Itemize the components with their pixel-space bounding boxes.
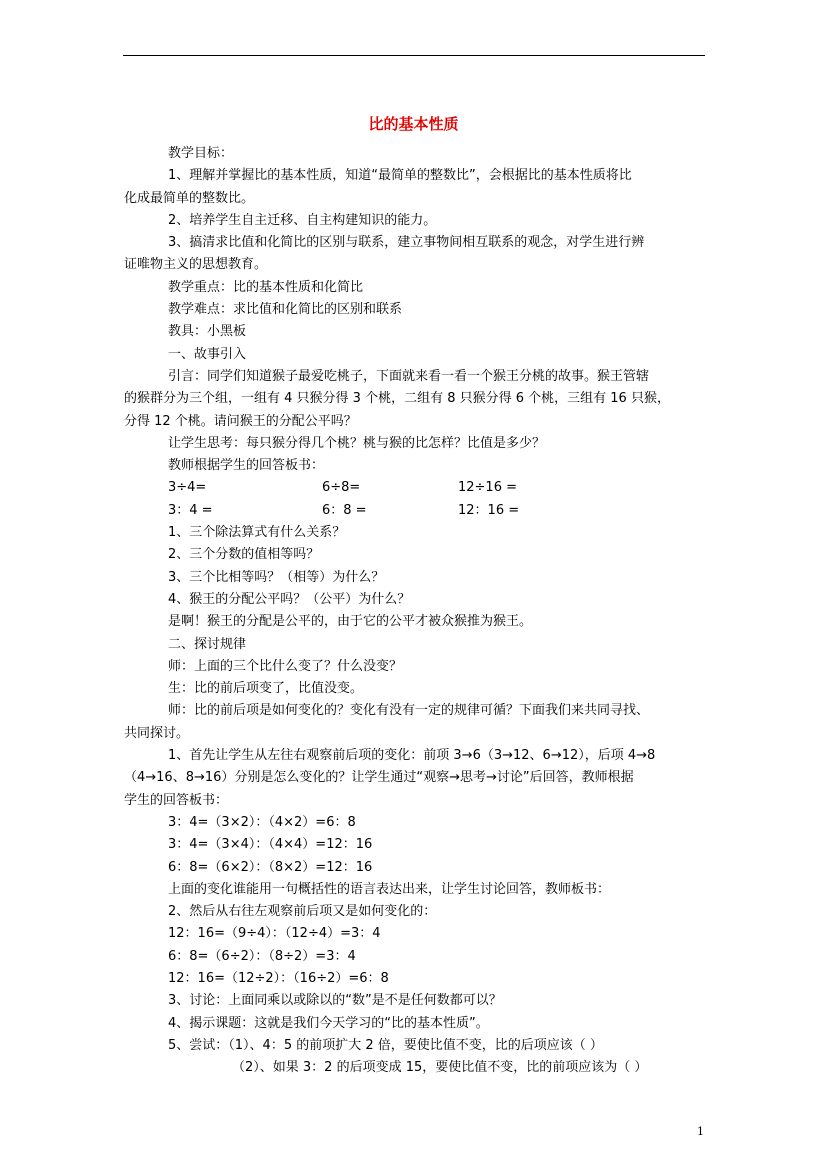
board-row bbox=[124, 477, 704, 499]
board-cell: 12÷16 = bbox=[458, 480, 518, 496]
text-line: 教学重点：比的基本性质和化简比 bbox=[168, 279, 364, 295]
text-line: 让学生思考：每只猴分得几个桃？桃与猴的比怎样？比值是多少？ bbox=[168, 435, 546, 451]
text-line: 5、尝试：（1）、4：5 的前项扩大 2 倍，要使比值不变，比的后项应该（ ） bbox=[168, 1037, 603, 1053]
text-line: 的猴群分为三个组，一组有 4 只猴分得 3 个桃，二组有 8 只猴分得 6 个桃，三组有 16 只猴， bbox=[124, 391, 670, 407]
section-heading: 二、探讨规律 bbox=[168, 636, 247, 652]
text-line: 教具：小黑板 bbox=[168, 324, 247, 340]
header-rule bbox=[123, 55, 705, 56]
text-line: 4、猴王的分配公平吗？（公平）为什么？ bbox=[168, 591, 411, 607]
board-row bbox=[124, 500, 704, 522]
formula-line: 6：8=（6×2）：（8×2）=12：16 bbox=[168, 859, 373, 875]
text-line: 上面的变化谁能用一句概括性的语言表达出来，让学生讨论回答，教师板书： bbox=[168, 881, 611, 897]
text-line: 是啊！猴王的分配是公平的，由于它的公平才被众猴推为猴王。 bbox=[168, 614, 533, 630]
document-title: 比的基本性质 bbox=[368, 115, 459, 133]
text-line: 3、三个比相等吗？（相等）为什么？ bbox=[168, 569, 385, 585]
text-line: 分得 12 个桃。请问猴王的分配公平吗？ bbox=[124, 413, 357, 429]
text-line: 教学目标： bbox=[168, 146, 234, 161]
page-number: 1 bbox=[697, 1125, 704, 1138]
text-line: 1、三个除法算式有什么关系？ bbox=[168, 525, 346, 541]
text-line: 3、讨论：上面同乘以或除以的“数”是不是任何数都可以？ bbox=[168, 993, 502, 1009]
formula-line: 3：4=（3×4）：（4×4）=12：16 bbox=[168, 837, 373, 853]
formula-line: 12：16=（12÷2）：（16÷2）=6：8 bbox=[168, 970, 389, 986]
board-cell: 3÷4= bbox=[168, 480, 207, 496]
text-line: 师：比的前后项是如何变化的？变化有没有一定的规律可循？下面我们来共同寻找、 bbox=[168, 703, 650, 719]
text-line: 3、搞清求比值和化简比的区别与联系，建立事物间相互联系的观念，对学生进行辨 bbox=[168, 235, 645, 251]
text-line: 学生的回答板书： bbox=[124, 792, 229, 808]
board-cell: 12：16 = bbox=[458, 502, 520, 518]
text-line: 2、培养学生自主迁移、自主构建知识的能力。 bbox=[168, 212, 437, 228]
formula-line: 3：4=（3×2）：（4×2）=6：8 bbox=[168, 814, 356, 830]
text-line: 引言：同学们知道猴子最爱吃桃子，下面就来看一看一个猴王分桃的故事。猴王管辖 bbox=[168, 368, 650, 384]
text-line: （4→16、8→16）分别是怎么变化的？让学生通过“观察→思考→讨论”后回答，教师根据 bbox=[124, 770, 634, 786]
text-line: 共同探讨。 bbox=[124, 725, 190, 741]
section-heading: 一、故事引入 bbox=[168, 346, 247, 362]
formula-line: 6：8=（6÷2）：（8÷2）=3：4 bbox=[168, 948, 356, 964]
text-line: 2、三个分数的值相等吗？ bbox=[168, 547, 320, 563]
text-line: （2）、如果 3：2 的后项变成 15，要使比值不变，比的前项应该为（ ） bbox=[232, 1060, 648, 1076]
text-line: 证唯物主义的思想教育。 bbox=[124, 257, 268, 273]
text-line: 4、揭示课题：这就是我们今天学习的“比的基本性质”。 bbox=[168, 1015, 489, 1031]
board-cell: 6：8 = bbox=[322, 502, 367, 518]
text-line: 2、然后从右往左观察前后项又是如何变化的： bbox=[168, 904, 437, 920]
text-line: 教学难点：求比值和化简比的区别和联系 bbox=[168, 302, 403, 318]
text-line: 教师根据学生的回答板书： bbox=[168, 458, 325, 474]
text-line: 师：上面的三个比什么变了？什么没变？ bbox=[168, 658, 403, 674]
text-line: 1、理解并掌握比的基本性质，知道“最简单的整数比”，会根据比的基本性质将比 bbox=[168, 168, 632, 184]
board-cell: 6÷8= bbox=[322, 480, 361, 496]
text-line: 生：比的前后项变了，比值没变。 bbox=[168, 681, 364, 697]
text-line: 化成最简单的整数比。 bbox=[124, 190, 255, 206]
document-body bbox=[124, 143, 704, 1079]
formula-line: 12：16=（9÷4）：（12÷4）=3：4 bbox=[168, 926, 381, 942]
board-cell: 3：4 = bbox=[168, 502, 213, 518]
text-line: 1、首先让学生从左往右观察前后项的变化：前项 3→6（3→12、6→12），后项 4→8 bbox=[168, 748, 656, 764]
